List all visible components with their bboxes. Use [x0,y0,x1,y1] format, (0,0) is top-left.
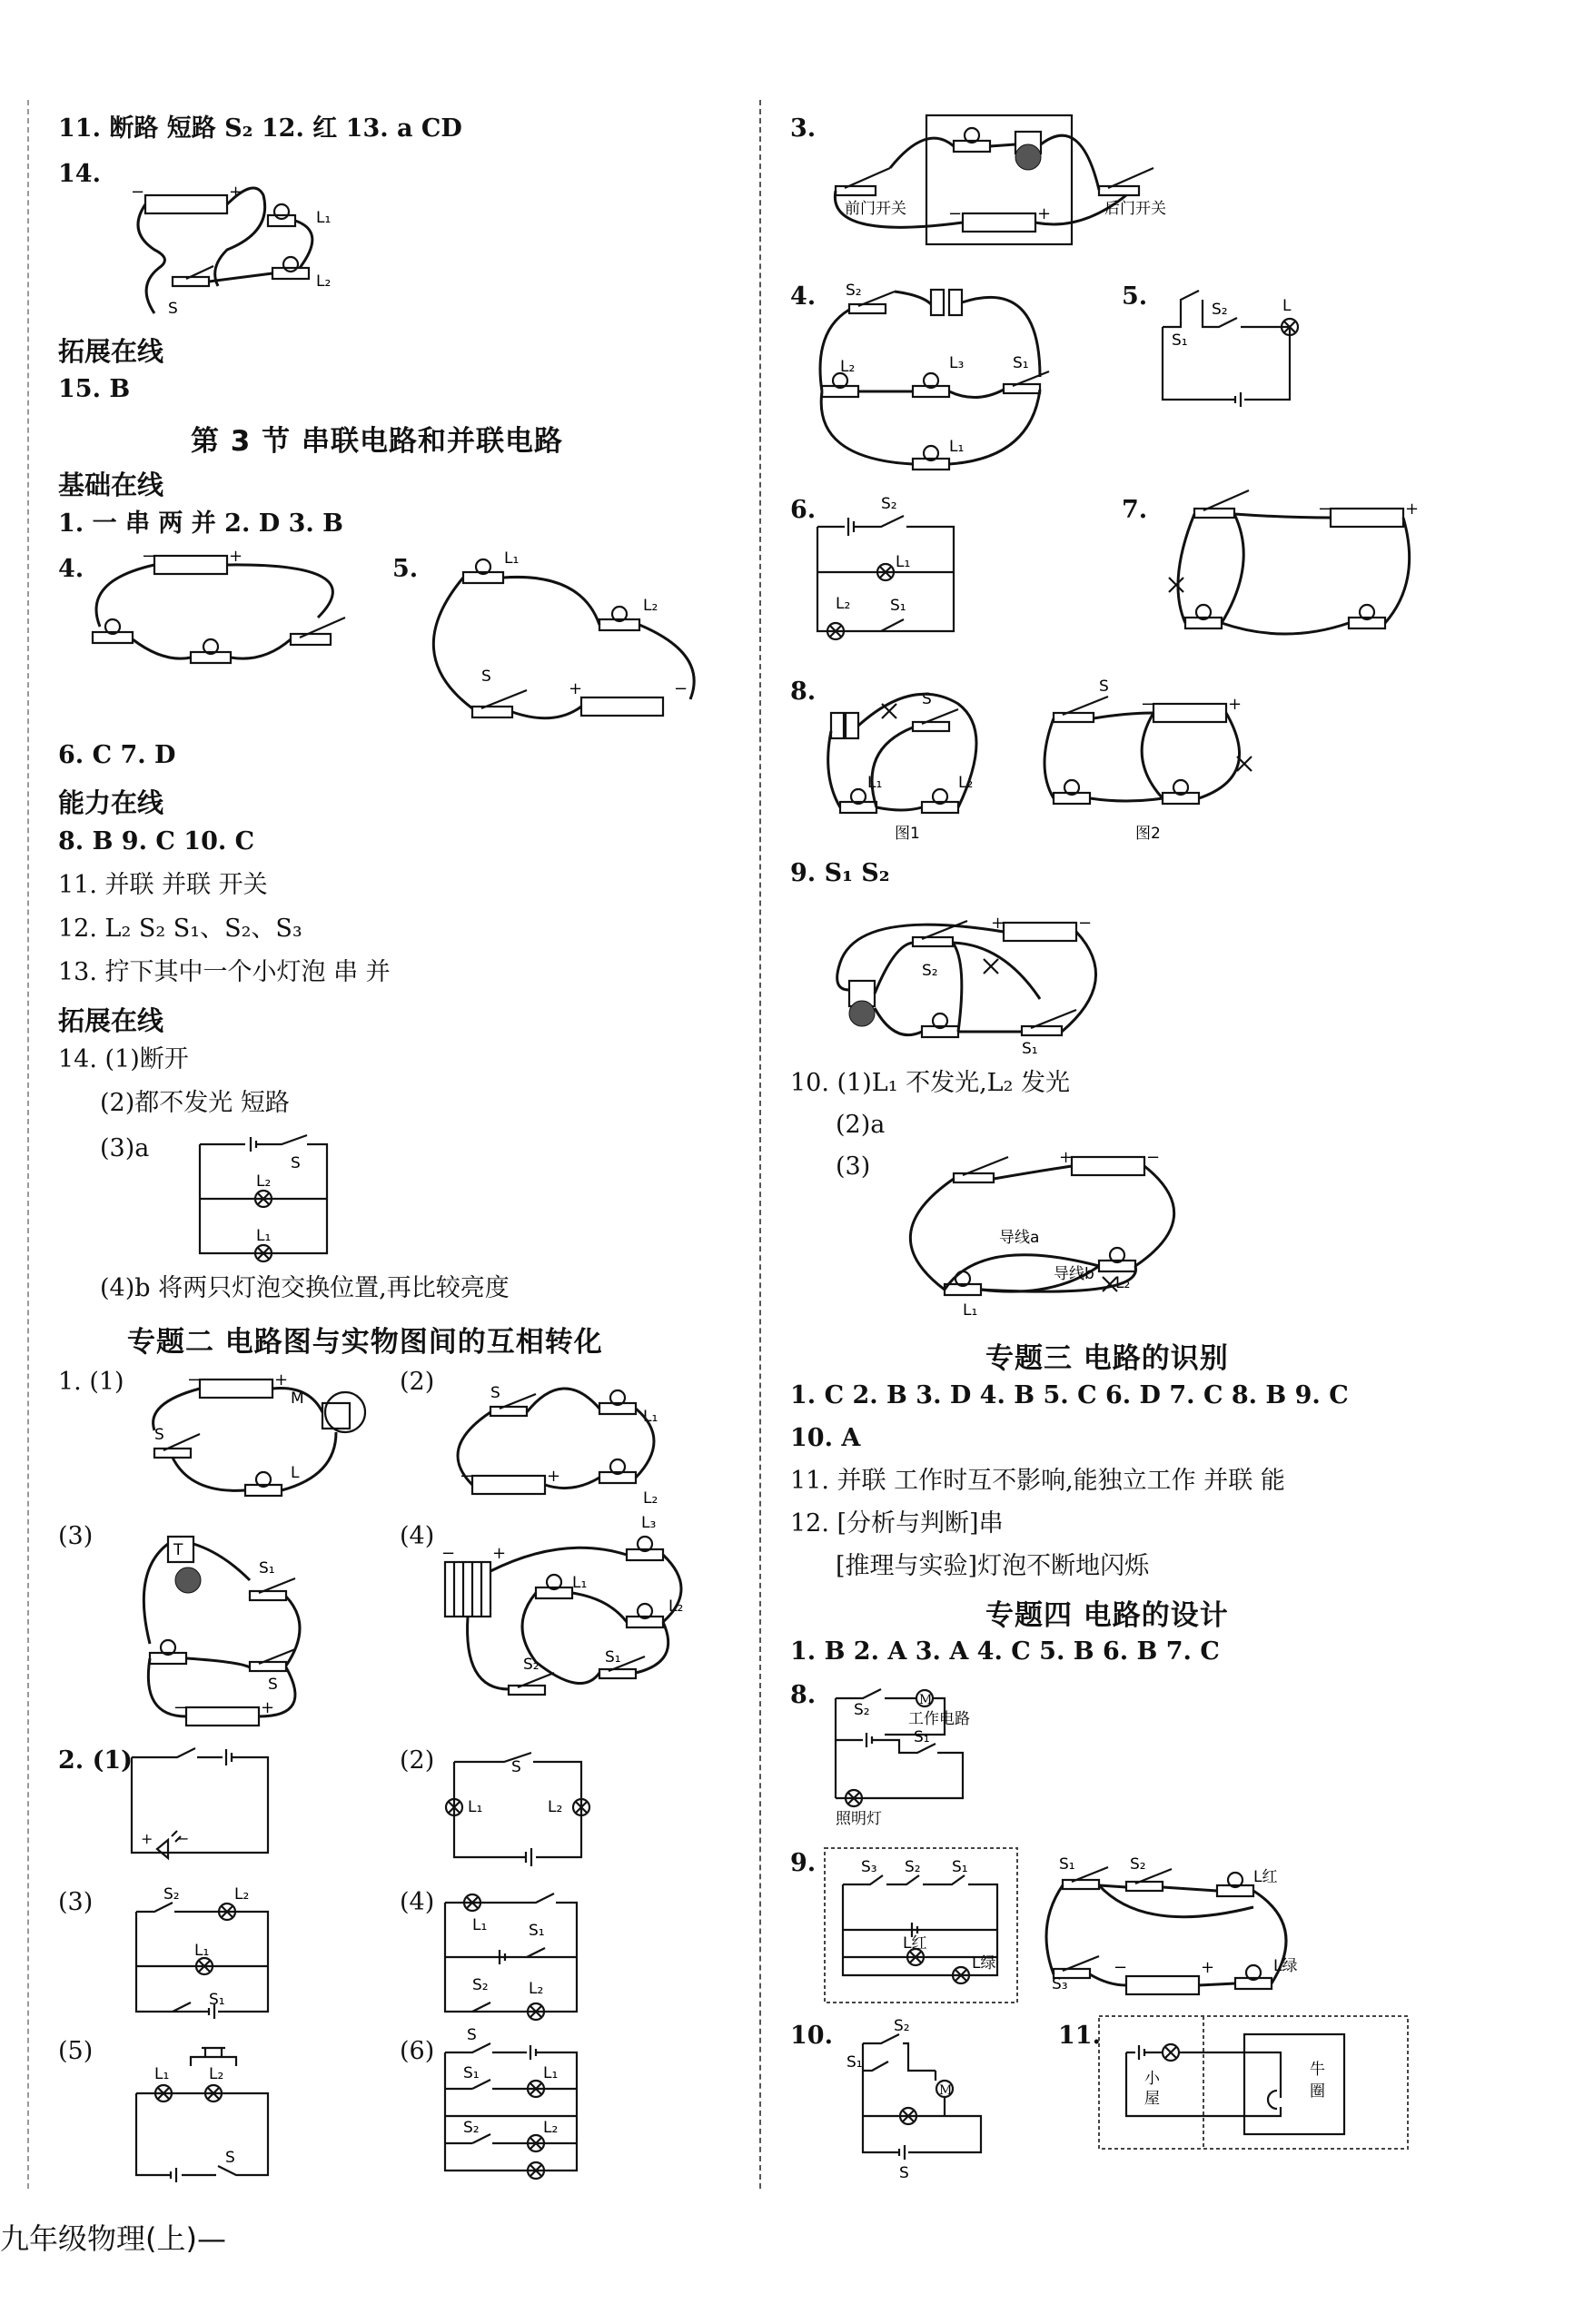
r-circuit-diagram-6 [817,495,972,639]
left-margin-rule [27,100,29,2189]
circuit-figure-14 [118,177,354,326]
t2-diagram-2-3 [136,1885,282,2024]
svg-text:−: − [173,1698,188,1717]
t4-circuit-diagram-8 [827,1689,1045,1838]
r-question-7-label: 7. [1122,496,1148,524]
circuit-figure-5 [418,545,718,739]
question-14-label: 14. [58,160,101,188]
svg-text:L₂: L₂ [840,358,856,376]
svg-text:T: T [173,1541,183,1559]
t4-question-8-label: 8. [790,1681,817,1709]
svg-text:导线a: 导线a [999,1229,1040,1247]
svg-text:−: − [948,204,963,223]
svg-text:S₁: S₁ [209,1991,225,2009]
svg-text:S₃: S₃ [1052,1975,1068,1993]
r-circuit-figure-8-1 [822,677,1004,844]
answer-14-4: (4)b 将两只灯泡交换位置,再比较亮度 [100,1274,510,1302]
t4-question-11-label: 11. [1058,2022,1101,2050]
svg-text:+: + [569,679,583,698]
svg-text:−: − [1318,499,1332,519]
svg-text:S: S [225,2149,235,2167]
t2-figure-1-1 [136,1367,381,1516]
section-ability: 能力在线 [58,787,164,818]
svg-text:L₁: L₁ [572,1574,588,1592]
svg-text:S₁: S₁ [1059,1855,1075,1874]
section-extension-1: 拓展在线 [58,336,164,367]
r-question-5-label: 5. [1122,282,1148,311]
r-answer-10-1: 10. (1)L₁ 不发光,L₂ 发光 [790,1069,1071,1097]
answer-8-10: 8. B 9. C 10. C [58,827,255,855]
svg-text:前门开关: 前门开关 [845,200,906,218]
answer-14-3: (3)a [100,1134,150,1162]
svg-text:L₂: L₂ [836,595,851,613]
svg-text:S₂: S₂ [905,1858,921,1876]
svg-text:−: − [131,183,145,202]
answer-basic-1-3: 1. 一 串 两 并 2. D 3. B [58,509,343,538]
topic-4-title: 专题四 电路的设计 [985,1599,1229,1632]
r-circuit-figure-8-2 [1035,677,1262,844]
svg-text:S₂: S₂ [894,2017,910,2035]
svg-text:+: + [261,1698,275,1717]
section-3-title: 第 3 节 串联电路和并联电路 [191,425,563,458]
answer-13: 13. 拧下其中一个小灯泡 串 并 [58,958,391,986]
svg-text:L₁: L₁ [896,553,911,571]
svg-text:L₂: L₂ [1115,1274,1131,1292]
svg-text:S₂: S₂ [523,1656,540,1674]
r-question-8-label: 8. [790,677,817,706]
svg-text:S: S [922,690,932,708]
svg-text:图2: 图2 [1135,825,1161,843]
svg-text:S: S [490,1384,500,1402]
svg-text:L₂: L₂ [316,272,332,291]
svg-text:L₂: L₂ [529,1980,544,1998]
t2-diagram-2-2 [450,1757,595,1870]
svg-text:L₁: L₁ [504,549,520,568]
topic-3-title: 专题三 电路的识别 [985,1342,1229,1375]
r-question-3-label: 3. [790,114,817,143]
svg-text:L₁: L₁ [643,1408,658,1426]
t2-q2-6-label: (6) [400,2037,435,2065]
svg-text:L₁: L₁ [468,1798,483,1816]
answer-11: 11. 并联 并联 开关 [58,871,268,899]
svg-text:S₂: S₂ [854,1701,870,1719]
svg-text:S: S [1099,677,1109,696]
svg-text:S₂: S₂ [163,1885,180,1904]
t2-diagram-2-1 [132,1753,277,1865]
svg-text:S₂: S₂ [922,962,938,980]
svg-text:−: − [1114,1958,1128,1977]
r-circuit-figure-7 [1167,490,1421,658]
svg-text:L: L [291,1464,300,1482]
question-4-label: 4. [58,555,84,583]
svg-text:L₂: L₂ [958,774,974,792]
t2-diagram-2-6 [445,2026,590,2183]
svg-text:−: − [441,1544,456,1563]
t4-circuit-diagram-10 [845,2017,999,2192]
svg-text:S: S [154,1426,164,1444]
svg-text:S₁: S₁ [847,2053,863,2072]
svg-text:S₂: S₂ [881,495,897,513]
t4-question-9-label: 9. [790,1849,817,1877]
topic-3-answers-1-9: 1. C 2. B 3. D 4. B 5. C 6. D 7. C 8. B 9. C [790,1381,1349,1409]
svg-text:S₂: S₂ [846,282,862,300]
svg-text:L₁: L₁ [154,2065,170,2083]
svg-text:+: + [274,1370,289,1389]
t2-q2-3-label: (3) [58,1888,94,1916]
answer-12: 12. L₂ S₂ S₁、S₂、S₃ [58,915,302,943]
svg-text:+: + [1037,204,1052,223]
svg-text:L₂: L₂ [643,597,658,615]
r-circuit-figure-9 [822,908,1122,1066]
svg-text:L绿: L绿 [972,1954,996,1973]
svg-text:L₂: L₂ [209,2065,224,2083]
svg-text:−: − [1146,1148,1161,1167]
svg-text:S₁: S₁ [1013,354,1029,372]
svg-text:L₃: L₃ [641,1514,657,1532]
svg-text:S₁: S₁ [1172,331,1188,350]
svg-text:S₁: S₁ [952,1858,968,1876]
r-question-6-label: 6. [790,496,817,524]
t2-q1-3-label: (3) [58,1522,94,1550]
circuit-figure-4 [82,545,372,685]
svg-text:+: + [1405,499,1420,519]
r-answer-10-2: (2)a [836,1111,886,1139]
svg-text:L: L [1282,297,1292,315]
question-5-label: 5. [392,555,419,583]
t2-q2-4-label: (4) [400,1888,435,1916]
r-circuit-diagram-5 [1163,291,1326,421]
t4-question-10-label: 10. [790,2022,833,2050]
svg-text:工作电路: 工作电路 [908,1710,970,1728]
svg-text:圈: 圈 [1310,2082,1325,2101]
answer-14-1: 14. (1)断开 [58,1045,189,1073]
t2-figure-1-4 [441,1514,699,1711]
svg-text:L₂: L₂ [668,1597,684,1616]
t2-figure-1-2 [436,1367,672,1525]
svg-text:S₁: S₁ [259,1559,275,1577]
answer-14-2: (2)都不发光 短路 [100,1089,290,1117]
topic-3-answer-12a: 12. [分析与判断]串 [790,1509,1004,1538]
svg-text:S₃: S₃ [861,1858,877,1876]
section-extension-2: 拓展在线 [58,1005,164,1036]
svg-text:S: S [511,1758,521,1776]
r-answer-10-3: (3) [836,1152,871,1181]
svg-text:后门开关: 后门开关 [1104,200,1166,218]
svg-text:L₂: L₂ [643,1489,658,1508]
svg-text:L₂: L₂ [256,1172,272,1191]
svg-text:L₁: L₁ [256,1227,272,1245]
t2-figure-1-3 [132,1517,332,1743]
svg-text:S: S [899,2164,909,2182]
t2-diagram-2-4 [445,1894,590,2024]
r-question-4-label: 4. [790,282,817,311]
svg-text:L₂: L₂ [548,1798,563,1816]
svg-text:L₁: L₁ [316,209,332,227]
svg-text:S: S [481,668,491,686]
svg-text:L绿: L绿 [1273,1957,1298,1975]
svg-text:L₁: L₁ [963,1301,978,1320]
topic-2-title: 专题二 电路图与实物图间的互相转化 [127,1326,603,1359]
svg-text:S₁: S₁ [529,1922,545,1940]
svg-text:L₁: L₁ [949,438,965,456]
svg-text:L₁: L₁ [194,1942,210,1960]
svg-text:−: − [1141,695,1155,714]
section-basic: 基础在线 [58,470,164,500]
t4-circuit-diagram-9 [825,1848,1025,2011]
svg-text:S₁: S₁ [914,1728,930,1746]
r-circuit-figure-10 [872,1144,1199,1320]
svg-text:导线b: 导线b [1054,1265,1094,1283]
t4-circuit-figure-9 [1035,1853,1317,2020]
svg-text:M: M [291,1389,304,1408]
r-circuit-figure-3 [817,114,1181,253]
svg-text:小: 小 [1144,2070,1160,2088]
svg-text:−: − [1078,914,1093,933]
svg-text:+: + [492,1544,507,1563]
page-footer: 九年级物理(上)— [0,2221,226,2256]
svg-text:屋: 屋 [1144,2090,1160,2108]
t2-q1-2-label: (2) [400,1368,435,1396]
svg-text:+: + [229,183,243,202]
answer-6-7: 6. C 7. D [58,741,176,769]
svg-text:牛: 牛 [1310,2061,1325,2079]
svg-text:L红: L红 [903,1934,927,1953]
svg-text:−: − [674,679,688,698]
svg-text:−: − [142,547,156,566]
t2-q1-1-label: 1. (1) [58,1368,124,1396]
svg-text:S₂: S₂ [1130,1855,1146,1874]
svg-text:S₁: S₁ [463,2064,480,2082]
svg-text:L₁: L₁ [867,774,883,792]
svg-text:S: S [467,2026,477,2044]
svg-text:S₁: S₁ [1022,1040,1038,1058]
t2-q2-1-label: 2. (1) [58,1746,133,1775]
svg-text:L₁: L₁ [543,2064,559,2082]
svg-text:S₂: S₂ [1212,301,1228,319]
t2-q2-2-label: (2) [400,1746,435,1775]
svg-text:S₁: S₁ [890,597,906,615]
svg-text:S: S [168,300,178,318]
r-circuit-figure-4 [813,277,1067,490]
svg-text:+: + [1201,1958,1215,1977]
svg-text:S₁: S₁ [605,1648,621,1666]
svg-text:+: + [547,1467,561,1486]
svg-text:S₂: S₂ [472,1976,489,1994]
svg-text:+: + [1059,1148,1074,1167]
svg-text:+: + [1228,695,1243,714]
t2-diagram-2-5 [136,2039,282,2188]
answer-15: 15. B [58,375,131,403]
svg-text:S₂: S₂ [463,2119,480,2137]
svg-text:−: − [187,1370,202,1389]
svg-text:M: M [939,2083,953,2098]
svg-text:L₁: L₁ [472,1916,488,1934]
r-answer-9: 9. S₁ S₂ [790,859,890,887]
svg-text:+: + [229,547,243,566]
svg-text:图1: 图1 [895,825,920,843]
svg-text:+: + [141,1830,153,1847]
svg-text:S: S [268,1676,278,1694]
column-divider [759,100,761,2189]
t2-q2-5-label: (5) [58,2037,94,2065]
svg-text:L₂: L₂ [543,2119,559,2137]
svg-text:M: M [919,1693,933,1707]
topic-3-answer-10: 10. A [790,1424,861,1452]
t4-circuit-diagram-11 [1099,2016,1417,2156]
svg-text:−: − [460,1467,474,1486]
answer-line-11-13: 11. 断路 短路 S₂ 12. 红 13. a CD [58,114,462,143]
svg-text:L₃: L₃ [949,354,965,372]
circuit-diagram-14-3 [191,1135,336,1266]
t2-q1-4-label: (4) [400,1522,435,1550]
svg-text:+: + [991,914,1005,933]
svg-text:L红: L红 [1253,1868,1278,1886]
svg-text:S: S [291,1154,301,1172]
svg-text:照明灯: 照明灯 [836,1810,882,1828]
topic-3-answer-11: 11. 并联 工作时互不影响,能独立工作 并联 能 [790,1467,1285,1495]
topic-4-answers-1-7: 1. B 2. A 3. A 4. C 5. B 6. B 7. C [790,1637,1220,1666]
svg-text:L₂: L₂ [234,1885,250,1904]
topic-3-answer-12b: [推理与实验]灯泡不断地闪烁 [836,1552,1150,1580]
svg-text:−: − [177,1830,190,1847]
